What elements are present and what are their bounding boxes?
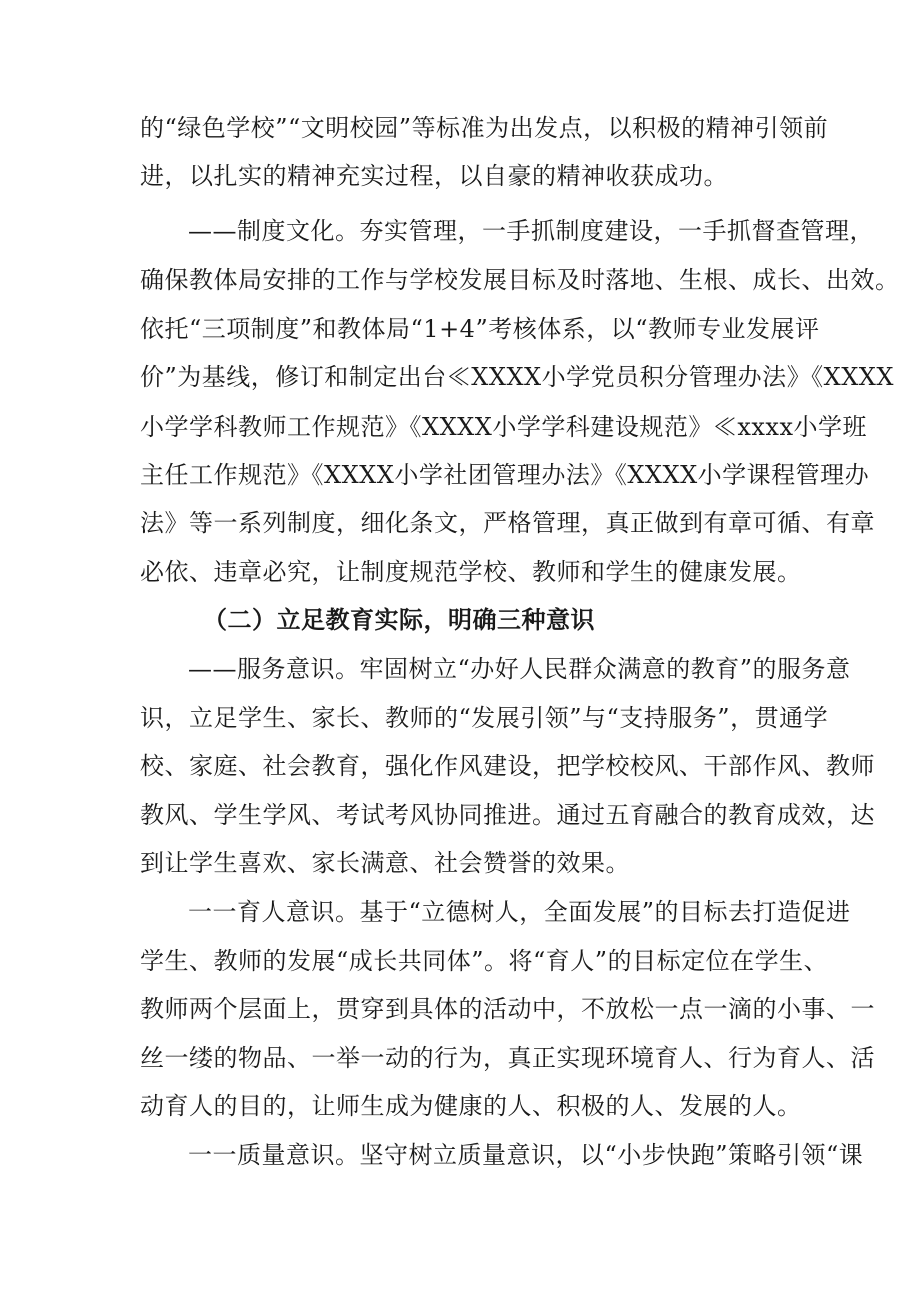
text-line: 小学学科教师工作规范》《XXXX小学学科建设规范》≪xxxx小学班	[140, 413, 867, 441]
text-line: 教师两个层面上，贯穿到具体的活动中，不放松一点一滴的小事、一	[140, 995, 875, 1023]
text-line: 识，立足学生、家长、教师的“发展引领”与“支持服务”，贯通学	[140, 704, 829, 732]
text-line: 动育人的目的，让师生成为健康的人、积极的人、发展的人。	[140, 1092, 802, 1120]
section-heading: （二）立足教育实际，明确三种意识	[203, 605, 595, 634]
text-line: 校、家庭、社会教育，强化作风建设，把学校校风、干部作风、教师	[140, 752, 875, 780]
text-line: 主任工作规范》《XXXX小学社团管理办法》《XXXX小学课程管理办	[140, 461, 870, 489]
text-line: 确保教体局安排的工作与学校发展目标及时落地、生根、成长、出效。	[140, 266, 900, 294]
text-line: 必依、违章必究，让制度规范学校、教师和学生的健康发展。	[140, 558, 802, 586]
text-line: 一一育人意识。基于“立德树人，全面发展”的目标去打造促进	[188, 898, 851, 926]
text-line: 价”为基线，修订和制定出台≪XXXX小学党员积分管理办法》《XXXX	[140, 363, 894, 391]
text-line: 的“绿色学校”“文明校园”等标准为出发点，以积极的精神引领前	[140, 114, 829, 142]
text-line: 一一质量意识。坚守树立质量意识，以“小步快跑”策略引领“课	[188, 1141, 864, 1169]
text-line: 到让学生喜欢、家长满意、社会赞誉的效果。	[140, 849, 630, 877]
text-line: 进，以扎实的精神充实过程，以自豪的精神收获成功。	[140, 162, 728, 190]
text-line: ——服务意识。牢固树立“办好人民群众满意的教育”的服务意	[188, 655, 851, 683]
text-line: 丝一缕的物品、一举一动的行为，真正实现环境育人、行为育人、活	[140, 1044, 875, 1072]
text-line: 依托“三项制度”和教体局“1+4”考核体系，以“教师专业发展评	[140, 315, 820, 343]
text-line: 学生、教师的发展“成长共同体”。将“育人”的目标定位在学生、	[140, 947, 829, 975]
text-line: 教风、学生学风、考试考风协同推进。通过五育融合的教育成效，达	[140, 801, 875, 829]
text-line: 法》等一系列制度，细化条文，严格管理，真正做到有章可循、有章	[140, 509, 875, 537]
text-line: ——制度文化。夯实管理，一手抓制度建设，一手抓督查管理，	[188, 217, 874, 245]
